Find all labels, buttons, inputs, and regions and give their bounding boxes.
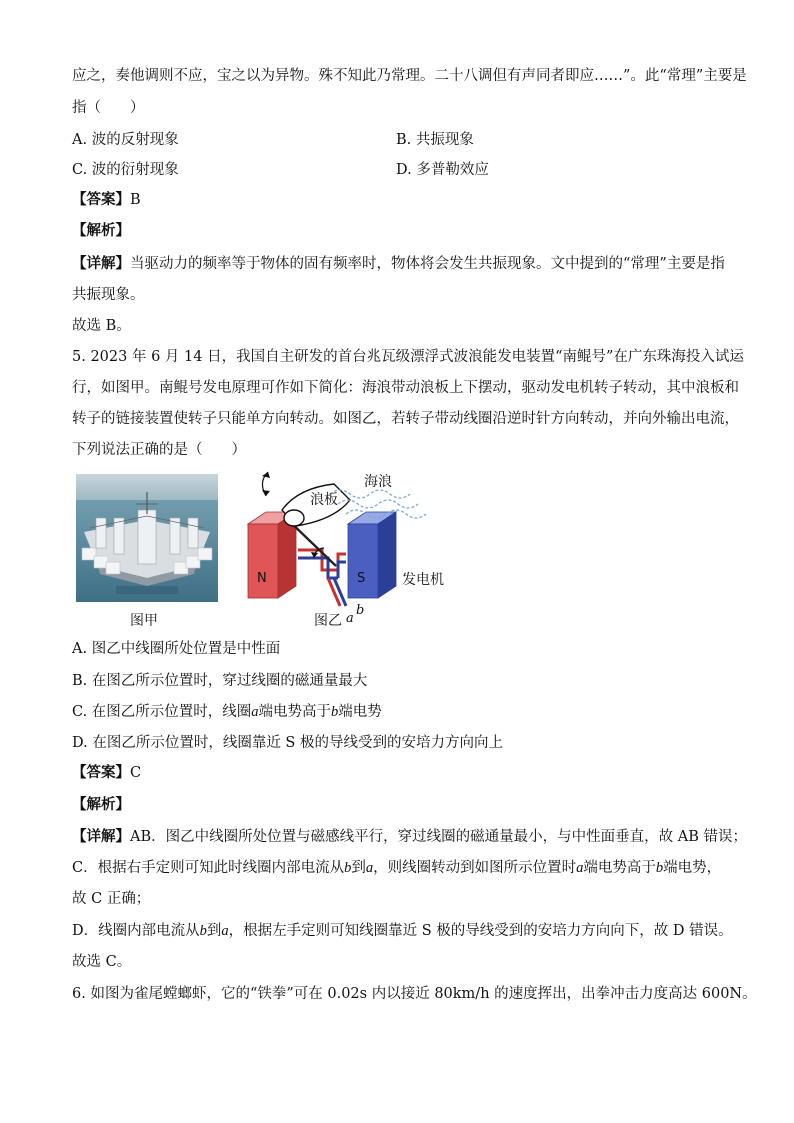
q5-answer bbox=[72, 762, 141, 784]
q4-answer-value: B bbox=[130, 192, 141, 208]
q5-option-d: D. 在图乙所示位置时，线圈靠近 S 极的导线受到的安培力方向向上 bbox=[72, 735, 503, 751]
q5-detail4-post: ，根据左手定则可知线圈靠近 S 极的导线受到的安培力方向向下，故 D 错误。 bbox=[228, 923, 733, 939]
q5-option-c-pre: C. 在图乙所示位置时，线圈 bbox=[72, 704, 252, 720]
q4-detail-label: 【详解】 bbox=[72, 255, 130, 272]
q5-detail2-mid2: ，则线圈转动到如图所示位置时 bbox=[373, 860, 577, 876]
generator-label: 发电机 bbox=[402, 572, 444, 588]
q4-option-a: A. 波的反射现象 bbox=[72, 132, 179, 148]
figure-b-diagram bbox=[238, 466, 468, 626]
q5-detail-line2 bbox=[72, 857, 721, 879]
q4-answer-label: 【答案】 bbox=[72, 191, 130, 208]
q5-detail2-pre: C．根据右手定则可知此时线圈内部电流从 bbox=[72, 860, 345, 876]
q5-detail-label: 【详解】 bbox=[72, 828, 130, 845]
q5-option-c-a: a bbox=[251, 704, 259, 720]
q5-detail4-b: b bbox=[199, 923, 207, 939]
q5-detail2-mid: 到 bbox=[351, 860, 366, 876]
south-magnet bbox=[348, 512, 396, 598]
q5-conclusion: 故选 C。 bbox=[72, 954, 132, 970]
q4-conclusion: 故选 B。 bbox=[72, 318, 131, 334]
q5-option-c-b: b bbox=[331, 704, 339, 720]
q5-answer-label: 【答案】 bbox=[72, 764, 130, 781]
south-label: S bbox=[357, 571, 366, 586]
end-a-label: a bbox=[346, 611, 354, 626]
q5-option-b: B. 在图乙所示位置时，穿过线圈的磁通量最大 bbox=[72, 673, 368, 689]
q5-option-c bbox=[72, 701, 382, 723]
q5-detail2-post: 端电势， bbox=[663, 860, 722, 876]
q5-option-c-post: 端电势 bbox=[338, 704, 382, 720]
q5-stem-line4: 下列说法正确的是（ ） bbox=[72, 442, 246, 458]
q5-option-a: A. 图乙中线圈所处位置是中性面 bbox=[72, 641, 281, 657]
q5-detail-line4 bbox=[72, 920, 733, 942]
q5-detail2-b: b bbox=[344, 860, 352, 876]
q4-option-c: C. 波的衍射现象 bbox=[72, 162, 179, 178]
q4-detail-line2: 共振现象。 bbox=[72, 287, 145, 303]
figure-a-photo bbox=[76, 474, 218, 602]
q5-detail2-a: a bbox=[365, 860, 374, 876]
q4-stem-line1: 应之，奏他调则不应，宝之以为异物。殊不知此乃常理。二十八调但有声同者即应……”。此“常理”主要是 bbox=[72, 68, 747, 84]
figure-a-caption: 图甲 bbox=[130, 613, 158, 629]
end-b-label: b bbox=[356, 603, 365, 618]
wave-board-label: 浪板 bbox=[310, 492, 338, 508]
north-label: N bbox=[257, 571, 267, 586]
q6-stem-line1: 6. 如图为雀尾螳螂虾，它的“铁拳”可在 0.02s 内以接近 80km/h 的速度挥出，出拳冲击力度高达 600N。 bbox=[72, 986, 757, 1002]
q5-stem-line3: 转子的链接装置使转子只能单方向转动。如图乙，若转子带动线圈沿逆时针方向转动，并向外输出电流， bbox=[72, 411, 739, 427]
q5-option-c-mid: 端电势高于 bbox=[258, 704, 332, 720]
q5-stem-line2: 行，如图甲。南鲲号发电原理可作如下简化：海浪带动浪板上下摆动，驱动发电机转子转动，其中浪板和 bbox=[72, 380, 739, 396]
q5-detail4-a: a bbox=[221, 923, 229, 939]
q5-stem-line1: 5. 2023 年 6 月 14 日，我国自主研发的首台兆瓦级漂浮式波浪能发电装置“南鲲号”在广东珠海投入试运 bbox=[72, 349, 744, 365]
q5-detail-text1: AB．图乙中线圈所处位置与磁感线平行，穿过线圈的磁通量最小，与中性面垂直，故 AB 错误； bbox=[130, 829, 747, 845]
sea-wave-label: 海浪 bbox=[364, 474, 392, 490]
q5-detail2-a2: a bbox=[576, 860, 584, 876]
q5-detail2-b2: b bbox=[655, 860, 664, 876]
figure-b-caption: 图乙 bbox=[314, 613, 342, 629]
q4-detail-line1 bbox=[72, 253, 725, 275]
q4-option-d: D. 多普勒效应 bbox=[396, 162, 489, 178]
q5-detail4-pre: D．线圈内部电流从 bbox=[72, 923, 200, 939]
q4-detail-text1: 当驱动力的频率等于物体的固有频率时，物体将会发生共振现象。文中提到的“常理”主要是指 bbox=[130, 256, 725, 272]
q4-stem-line2: 指（ ） bbox=[72, 100, 145, 116]
q5-detail-line1 bbox=[72, 826, 747, 848]
q5-detail-line3: 故 C 正确； bbox=[72, 891, 151, 907]
q5-detail2-mid3: 端电势高于 bbox=[583, 860, 656, 876]
q5-analysis-label: 【解析】 bbox=[72, 796, 130, 813]
q5-detail4-mid: 到 bbox=[206, 923, 222, 939]
q4-option-b: B. 共振现象 bbox=[396, 132, 474, 148]
q4-answer bbox=[72, 189, 141, 211]
q4-analysis-label: 【解析】 bbox=[72, 222, 130, 239]
q5-answer-value: C bbox=[130, 765, 142, 781]
